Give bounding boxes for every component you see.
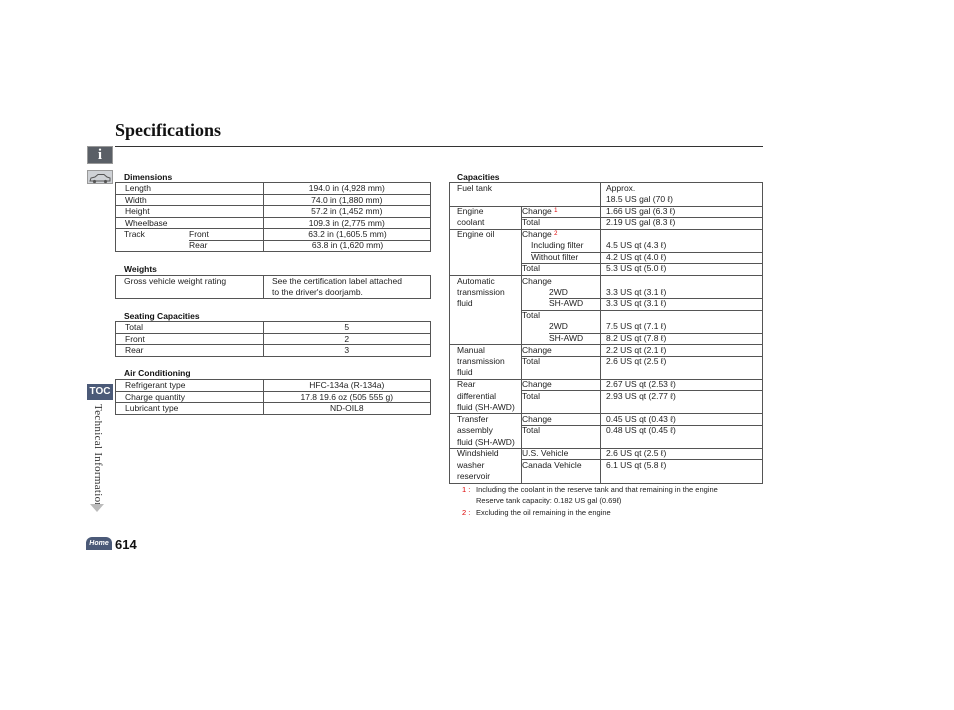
transfer-total: Total <box>522 425 540 435</box>
ac-value: HFC-134a (R-134a) <box>263 380 430 392</box>
washer-label-1: Windshield <box>457 448 499 458</box>
footnote-2-text: Excluding the oil remaining in the engine <box>476 508 611 517</box>
transfer-label-3: fluid (SH-AWD) <box>457 437 515 447</box>
washer-us-value: 2.6 US qt (2.5 ℓ) <box>606 448 667 458</box>
mtf-total: Total <box>522 356 540 366</box>
coolant-change-value: 1.66 US gal (6.3 ℓ) <box>606 206 676 216</box>
oil-including-value: 4.5 US qt (4.3 ℓ) <box>606 240 667 250</box>
coolant-total-value: 2.19 US gal (8.3 ℓ) <box>606 217 676 227</box>
oil-without-filter: Without filter <box>531 252 579 262</box>
coolant-total: Total <box>522 217 540 227</box>
track-rear-value: 63.8 in (1,620 mm) <box>311 240 384 250</box>
fuel-value-2: 18.5 US gal (70 ℓ) <box>606 194 674 204</box>
table-row <box>116 206 431 218</box>
dim-label: Width <box>116 194 264 206</box>
toc-button[interactable]: TOC <box>87 384 113 400</box>
diff-label-2: differential <box>457 391 497 401</box>
table-row <box>116 391 431 403</box>
oil-including-filter: Including filter <box>531 240 584 250</box>
fuel-value-1: Approx. <box>606 183 636 193</box>
oil-label: Engine oil <box>457 229 495 239</box>
ac-value: 17.8 19.6 oz (505 555 g) <box>263 391 430 403</box>
footnote-2 <box>462 507 611 518</box>
table-row <box>116 333 431 345</box>
ac-value: ND-OIL8 <box>263 403 430 415</box>
atf-total-awd-value: 8.2 US qt (7.8 ℓ) <box>606 333 667 343</box>
car-icon[interactable] <box>87 170 113 184</box>
transfer-change: Change <box>522 414 552 424</box>
track-rear-label: Rear <box>189 240 208 250</box>
seating-heading: Seating Capacities <box>124 311 200 321</box>
dim-value: 109.3 in (2,775 mm) <box>263 217 430 229</box>
seat-label: Rear <box>116 345 264 357</box>
weights-value-line2: to the driver's doorjamb. <box>272 287 363 297</box>
track-front-label: Front <box>189 229 209 239</box>
coolant-change <box>522 206 558 217</box>
weights-value-line1: See the certification label attached <box>272 276 402 286</box>
atf-change: Change <box>522 276 552 286</box>
washer-us: U.S. Vehicle <box>522 448 569 458</box>
footnote-ref-2[interactable]: 2 <box>554 231 558 237</box>
dim-label: Wheelbase <box>116 217 264 229</box>
footnote-2-number: 2 : <box>462 508 471 517</box>
atf-change-2wd: 2WD <box>549 287 568 297</box>
mtf-change-value: 2.2 US qt (2.1 ℓ) <box>606 345 667 355</box>
ac-heading: Air Conditioning <box>124 368 191 378</box>
section-tab-arrow-icon <box>90 504 104 512</box>
weights-label: Gross vehicle weight rating <box>124 276 227 286</box>
footnote-1 <box>462 484 718 495</box>
footnote-ref-1[interactable]: 1 <box>554 208 558 214</box>
seat-value: 5 <box>263 322 430 334</box>
diff-total-value: 2.93 US qt (2.77 ℓ) <box>606 391 676 401</box>
info-icon[interactable]: i <box>87 146 113 164</box>
table-row <box>116 403 431 415</box>
table-row <box>116 380 431 392</box>
seat-label: Front <box>116 333 264 345</box>
transfer-change-value: 0.45 US qt (0.43 ℓ) <box>606 414 676 424</box>
dim-value: 57.2 in (1,452 mm) <box>263 206 430 218</box>
atf-total-2wd: 2WD <box>549 321 568 331</box>
oil-total: Total <box>522 263 540 273</box>
oil-change <box>522 229 558 240</box>
table-row <box>116 345 431 357</box>
seat-value: 2 <box>263 333 430 345</box>
mtf-label-2: transmission <box>457 356 505 366</box>
mtf-label-3: fluid <box>457 367 473 377</box>
dim-value: 74.0 in (1,880 mm) <box>263 194 430 206</box>
atf-total-awd: SH-AWD <box>549 333 584 343</box>
table-row <box>116 194 431 206</box>
dimensions-table <box>115 182 431 229</box>
table-row <box>116 217 431 229</box>
atf-total-2wd-value: 7.5 US qt (7.1 ℓ) <box>606 321 667 331</box>
washer-label-3: reservoir <box>457 471 491 481</box>
oil-total-value: 5.3 US qt (5.0 ℓ) <box>606 263 667 273</box>
washer-label-2: washer <box>457 460 485 470</box>
capacities-heading: Capacities <box>457 172 500 182</box>
washer-canada-value: 6.1 US qt (5.8 ℓ) <box>606 460 667 470</box>
dim-label: Height <box>116 206 264 218</box>
washer-canada: Canada Vehicle <box>522 460 582 470</box>
page-title: Specifications <box>115 120 221 140</box>
seat-label: Total <box>116 322 264 334</box>
atf-change-awd: SH-AWD <box>549 298 584 308</box>
transfer-label-2: assembly <box>457 425 493 435</box>
footnote-1-text: Including the coolant in the reserve tank and that remaining in the engine <box>476 485 718 494</box>
ac-label: Charge quantity <box>116 391 264 403</box>
home-button[interactable]: Home <box>86 537 112 550</box>
diff-change: Change <box>522 379 552 389</box>
ac-table <box>115 379 431 415</box>
dimensions-heading: Dimensions <box>124 172 173 182</box>
seat-value: 3 <box>263 345 430 357</box>
title-divider <box>115 146 763 147</box>
mtf-label-1: Manual <box>457 345 485 355</box>
ac-label: Refrigerant type <box>116 380 264 392</box>
atf-change-2wd-value: 3.3 US qt (3.1 ℓ) <box>606 287 667 297</box>
atf-change-awd-value: 3.3 US qt (3.1 ℓ) <box>606 298 667 308</box>
atf-label-2: transmission <box>457 287 505 297</box>
oil-without-value: 4.2 US qt (4.0 ℓ) <box>606 252 667 262</box>
coolant-label-2: coolant <box>457 217 485 227</box>
coolant-change-label: Change <box>522 206 552 216</box>
mtf-change: Change <box>522 345 552 355</box>
car-outline-icon <box>88 172 112 184</box>
footnote-1-line2: Reserve tank capacity: 0.182 US gal (0.69ℓ) <box>476 496 622 505</box>
seating-table <box>115 321 431 357</box>
atf-total: Total <box>522 310 540 320</box>
table-row <box>116 183 431 195</box>
footnote-1-number: 1 : <box>462 485 471 494</box>
fuel-label: Fuel tank <box>457 183 492 193</box>
oil-change-label: Change <box>522 229 552 239</box>
atf-label-1: Automatic <box>457 276 495 286</box>
dim-label: Length <box>116 183 264 195</box>
transfer-label-1: Transfer <box>457 414 489 424</box>
transfer-total-value: 0.48 US qt (0.45 ℓ) <box>606 425 676 435</box>
coolant-label-1: Engine <box>457 206 484 216</box>
track-front-value: 63.2 in (1,605.5 mm) <box>308 229 387 239</box>
weights-heading: Weights <box>124 264 157 274</box>
section-side-label: Technical Information <box>92 404 104 509</box>
ac-label: Lubricant type <box>116 403 264 415</box>
table-row <box>116 322 431 334</box>
mtf-total-value: 2.6 US qt (2.5 ℓ) <box>606 356 667 366</box>
atf-label-3: fluid <box>457 298 473 308</box>
diff-label-3: fluid (SH-AWD) <box>457 402 515 412</box>
diff-label-1: Rear <box>457 379 476 389</box>
diff-total: Total <box>522 391 540 401</box>
diff-change-value: 2.67 US qt (2.53 ℓ) <box>606 379 676 389</box>
page-number: 614 <box>115 537 137 552</box>
track-label: Track <box>124 229 145 239</box>
dim-value: 194.0 in (4,928 mm) <box>263 183 430 195</box>
